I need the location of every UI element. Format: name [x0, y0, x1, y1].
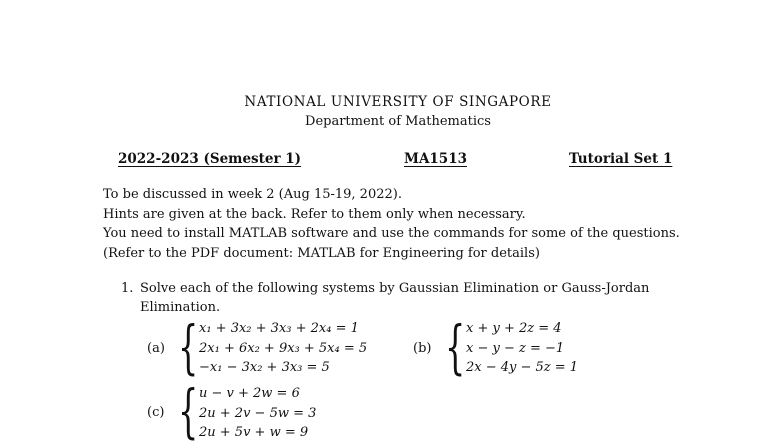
- equation: x + y + 2z = 4: [466, 321, 562, 336]
- tutorial-set-label: Tutorial Set 1: [569, 151, 673, 167]
- equation: −x₁ − 3x₂ + 3x₃ = 5: [199, 360, 330, 375]
- university-title: NATIONAL UNIVERSITY OF SINGAPORE: [244, 94, 552, 110]
- part-b-label: (b): [413, 341, 432, 356]
- equation: x₁ + 3x₂ + 3x₃ + 2x₄ = 1: [199, 321, 359, 336]
- question-text: Solve each of the following systems by Gaussian Elimination or Gauss-Jordan Elimination.: [140, 281, 650, 315]
- equation-system-c: [199, 384, 316, 443]
- equation-system-a: [199, 319, 367, 378]
- left-brace-icon: {: [178, 313, 199, 381]
- question-number: 1.: [121, 281, 134, 296]
- equation-system-b: [466, 319, 578, 378]
- left-brace-icon: {: [178, 377, 199, 445]
- left-brace-icon: {: [445, 313, 466, 381]
- intro-line: To be discussed in week 2 (Aug 15-19, 2022).: [103, 187, 402, 202]
- equation: x − y − z = −1: [466, 340, 565, 356]
- equation: 2u + 2v − 5w = 3: [199, 405, 317, 421]
- semester-label: 2022-2023 (Semester 1): [118, 151, 302, 167]
- part-c-label: (c): [147, 405, 165, 420]
- intro-line: (Refer to the PDF document: MATLAB for Engineering for details): [103, 245, 540, 261]
- department-title: Department of Mathematics: [305, 114, 491, 129]
- intro-notes: [103, 185, 680, 263]
- equation: 2x − 4y − 5z = 1: [466, 360, 579, 375]
- course-code: MA1513: [404, 151, 467, 167]
- equation: u − v + 2w = 6: [199, 386, 300, 401]
- part-a-label: (a): [147, 341, 165, 356]
- intro-line: You need to install MATLAB software and use the commands for some of the questions.: [103, 226, 680, 241]
- equation: 2u + 5v + w = 9: [199, 425, 309, 440]
- intro-line: Hints are given at the back. Refer to them only when necessary.: [103, 206, 526, 222]
- equation: 2x₁ + 6x₂ + 9x₃ + 5x₄ = 5: [199, 340, 368, 356]
